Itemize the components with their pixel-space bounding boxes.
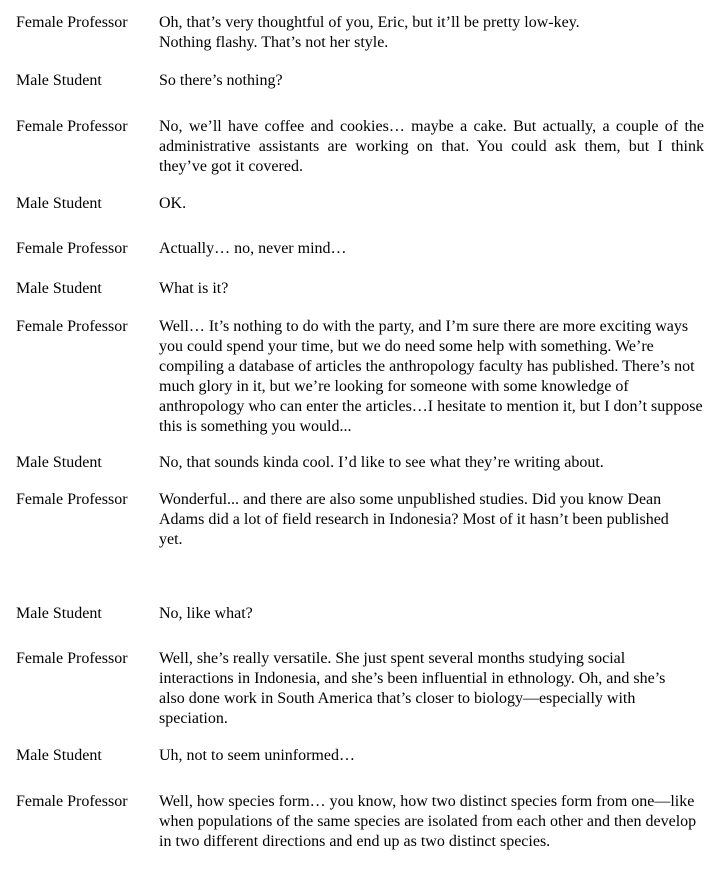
speaker-label: Female Professor [16,318,128,335]
dialogue-text: Oh, that’s very thoughtful of you, Eric, but it’ll be pretty low-key. Nothing flashy. That’s not her style. [159,14,580,51]
speaker-label: Female Professor [16,491,128,508]
dialogue-text: Actually… no, never mind… [159,240,347,257]
dialogue-text: Uh, not to seem uninformed… [159,747,355,764]
speaker-label: Male Student [16,747,102,764]
speaker-label: Male Student [16,72,102,89]
dialogue-text: Wonderful... and there are also some unpublished studies. Did you know Dean Adams did a lot of field research in Indonesia? Most of it hasn’t been published yet. [159,491,669,548]
dialogue-text: Well, she’s really versatile. She just spent several months studying social interactions in Indonesia, and she’s been influential in ethnology. Oh, and she’s also done work in South America that’s closer to biology—especially with speciation. [159,650,666,727]
speaker-label: Female Professor [16,118,128,135]
speaker-label: Male Student [16,195,102,212]
dialogue-text: So there’s nothing? [159,72,283,89]
dialogue-text: Well, how species form… you know, how two distinct species form from one—like when populations of the same species are isolated from each other and then develop in two different directions and end up as two distinct species. [159,793,697,850]
speaker-label: Female Professor [16,650,128,667]
speaker-label: Male Student [16,454,102,471]
speaker-label: Female Professor [16,240,128,257]
dialogue-text: OK. [159,195,187,212]
speaker-label: Male Student [16,605,102,622]
dialogue-text: Well… It’s nothing to do with the party, and I’m sure there are more exciting ways you could spend your time, but we do need some help with something. We’re compiling a database of articles the anthropology faculty has published. There’s not much glory in it, but we’re looking for someone with some knowledge of anthropology who can enter the articles…I hesitate to mention it, but I don’t suppose this is something you would... [159,318,703,435]
speaker-label: Female Professor [16,14,128,31]
speaker-label: Male Student [16,280,102,297]
speaker-label: Female Professor [16,793,128,810]
dialogue-text: No, that sounds kinda cool. I’d like to see what they’re writing about. [159,454,604,471]
dialogue-text: No, we’ll have coffee and cookies… maybe a cake. But actually, a couple of the administrative assistants are working on that. You could ask them, but I think they’ve got it covered. [159,118,704,175]
dialogue-text: No, like what? [159,605,253,622]
dialogue-text: What is it? [159,280,229,297]
